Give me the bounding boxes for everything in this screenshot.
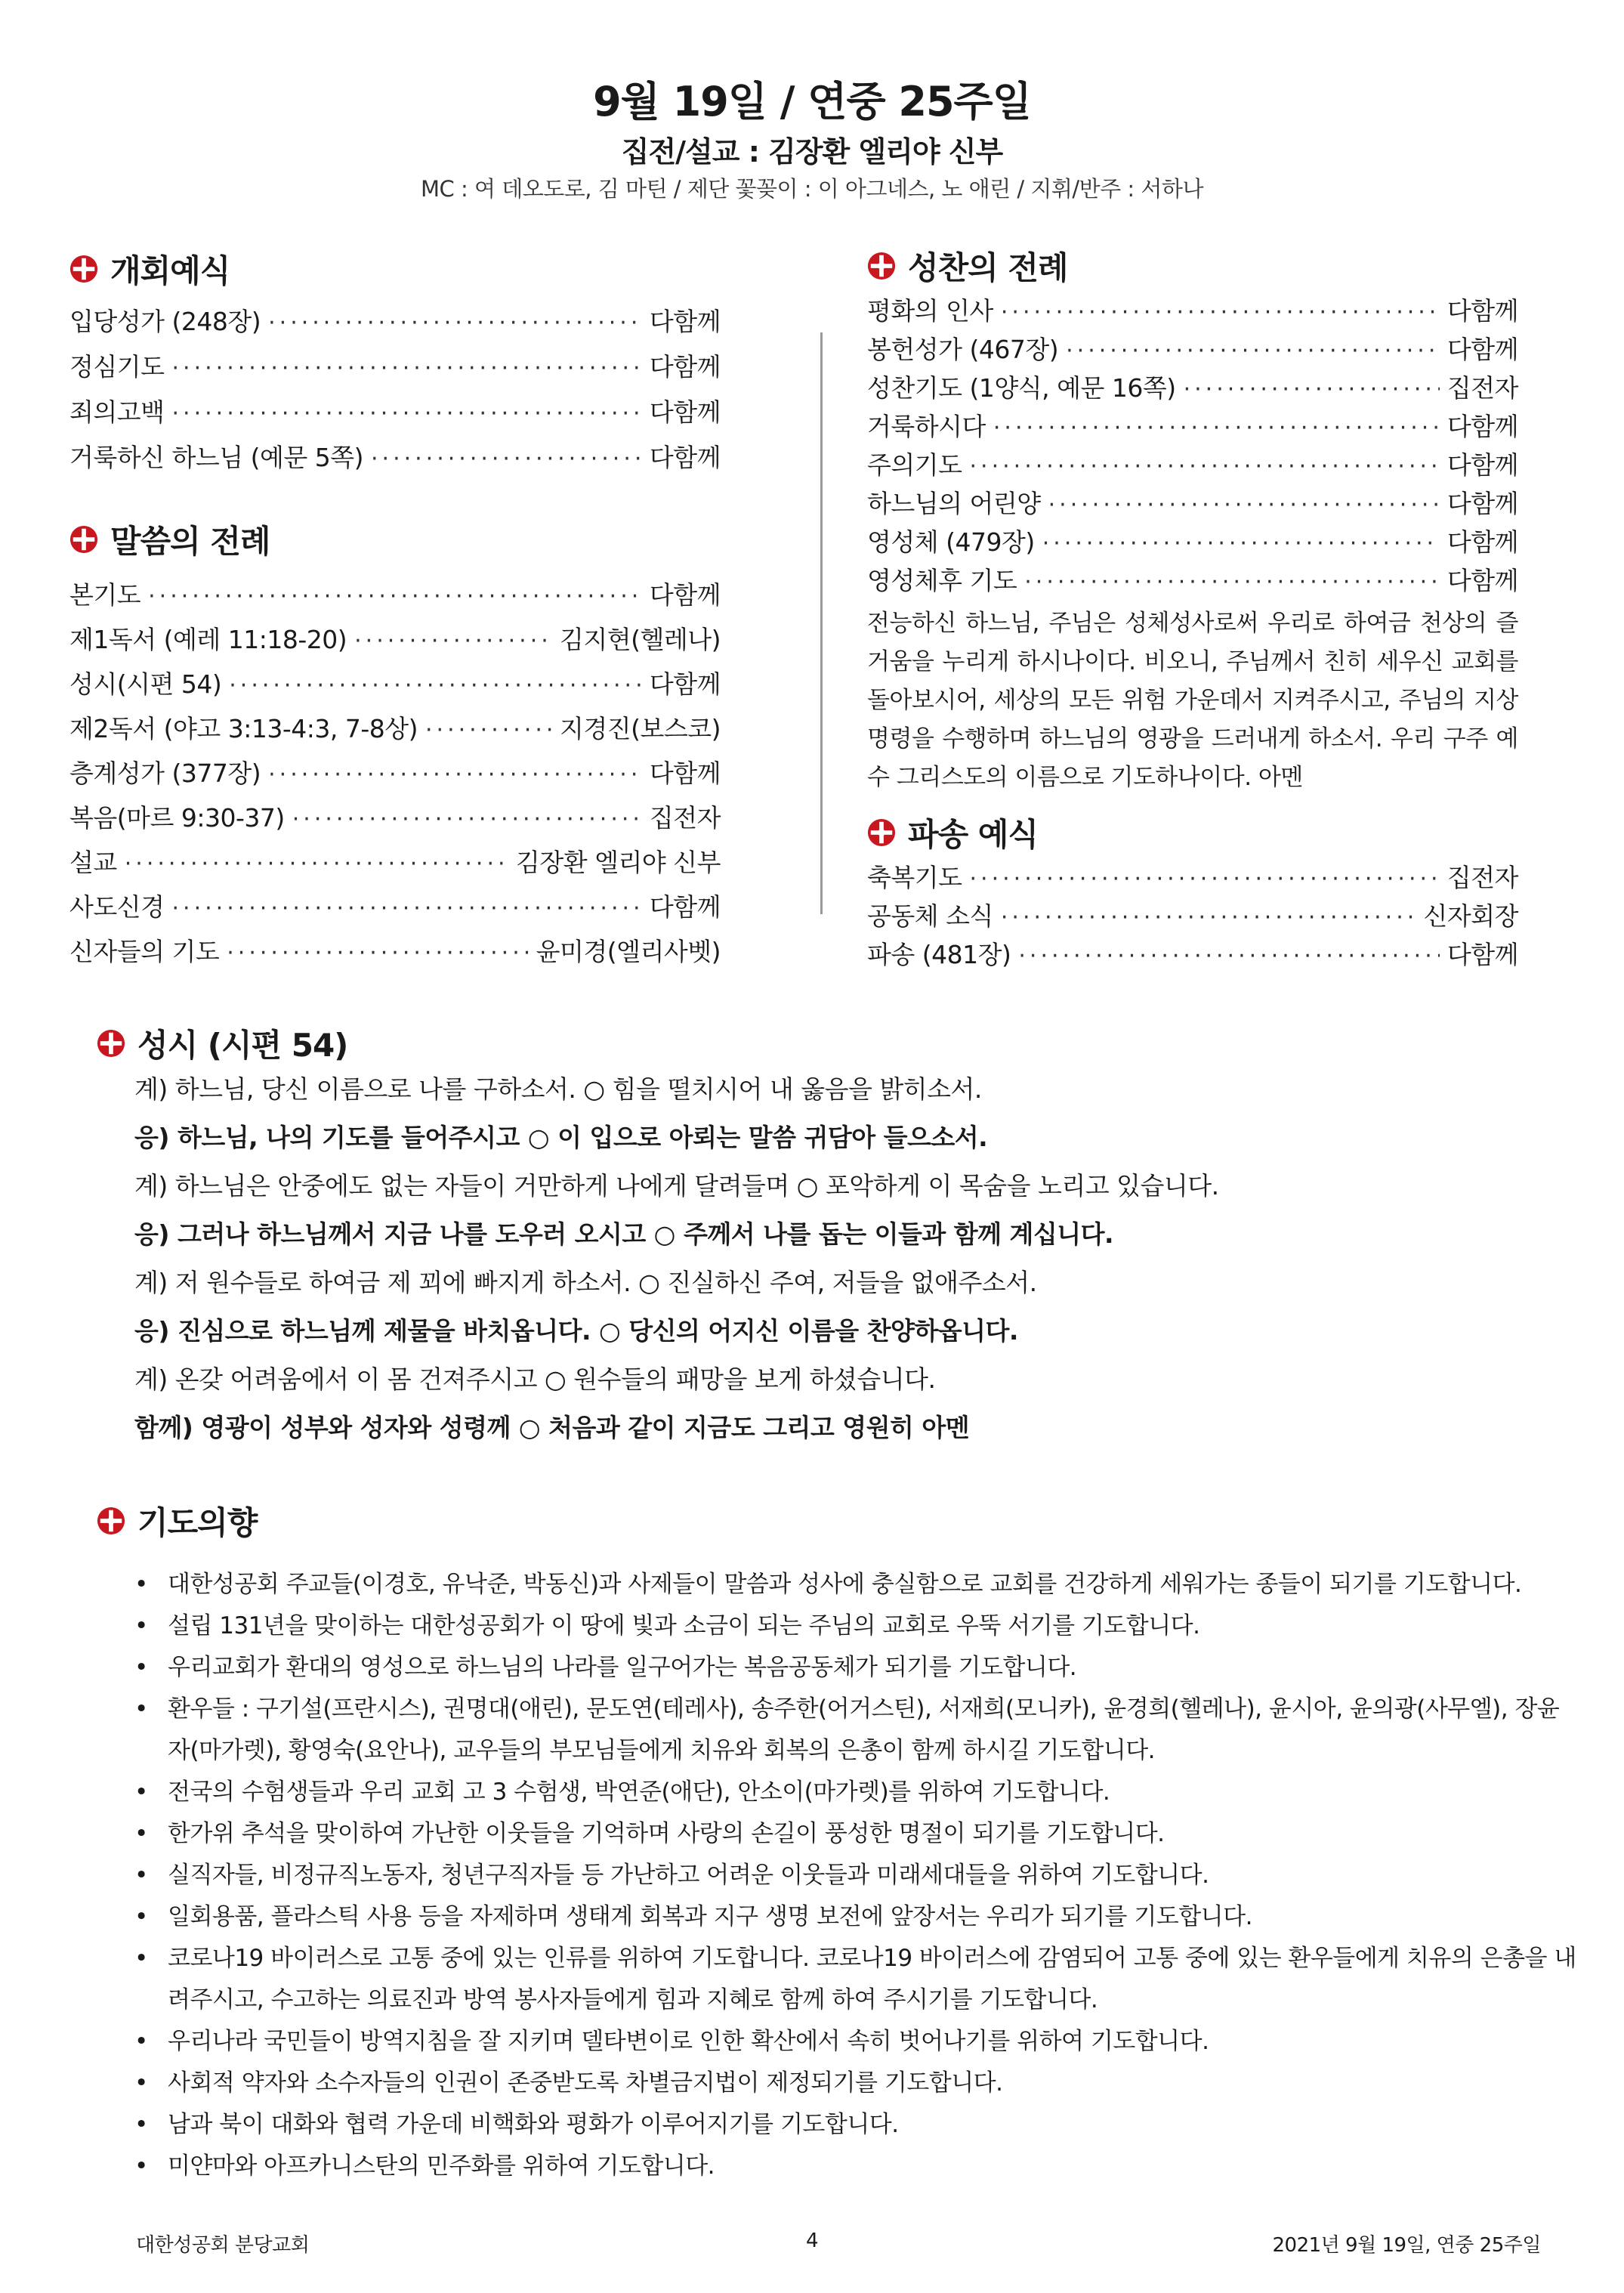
psalm-verse-response: 응) 하느님, 나의 기도를 들어주시고 ○ 이 입으로 아뢰는 말씀 귀담아 들으소서.	[134, 1123, 988, 1152]
leader-dots	[268, 310, 642, 336]
order-item	[867, 523, 1518, 561]
leader-dots	[172, 895, 642, 922]
cross-icon	[69, 255, 98, 283]
leader-dots	[1001, 904, 1416, 931]
order-item-role: 다함께	[1446, 335, 1518, 364]
intentions-list	[130, 1564, 1580, 2187]
order-item-label: 제1독서 (예레 11:18-20)	[69, 625, 347, 654]
order-item-label: 설교	[69, 848, 117, 877]
order-item-label: 성찬기도 (1양식, 예문 16쪽)	[867, 373, 1176, 403]
order-item	[867, 407, 1518, 446]
order-item-label: 정심기도	[69, 352, 165, 382]
order-item	[69, 888, 721, 932]
order-item-label: 신자들의 기도	[69, 937, 220, 966]
order-item	[69, 932, 721, 977]
psalm-verse-leader: 계) 하느님, 당신 이름으로 나를 구하소서. ○ 힘을 떨치시어 내 옳음을 밝히소서.	[134, 1074, 982, 1104]
leader-dots	[1184, 376, 1440, 403]
cross-icon	[69, 525, 98, 554]
leader-dots	[970, 453, 1440, 480]
leader-dots	[148, 583, 642, 610]
opening-list	[69, 302, 721, 484]
eucharist-list	[867, 292, 1518, 600]
order-item	[867, 935, 1518, 974]
order-item	[867, 484, 1518, 523]
order-item	[867, 446, 1518, 484]
leader-dots	[425, 717, 552, 743]
leader-dots	[1001, 299, 1440, 326]
order-item-role: 다함께	[1446, 489, 1518, 518]
leader-dots	[993, 415, 1440, 441]
psalm-verse-leader: 계) 온갖 어려움에서 이 몸 건져주시고 ○ 원수들의 패망을 보게 하셨습니다.	[134, 1364, 936, 1394]
order-item	[867, 858, 1518, 897]
order-item-role: 다함께	[1446, 940, 1518, 969]
intentions-section	[97, 1501, 1305, 1541]
order-item-label: 영성체후 기도	[867, 566, 1017, 595]
leader-dots	[354, 628, 552, 654]
order-item-role: 다함께	[649, 307, 721, 336]
order-item-label: 거룩하시다	[867, 412, 986, 441]
leader-dots	[371, 446, 642, 472]
leader-dots	[268, 762, 642, 788]
order-item-role: 다함께	[649, 352, 721, 382]
order-item-label: 공동체 소식	[867, 901, 993, 931]
order-item	[867, 330, 1518, 369]
order-item-role: 윤미경(엘리사벳)	[536, 937, 721, 966]
leader-dots	[172, 400, 642, 427]
section-heading: 개회예식	[69, 249, 721, 289]
order-item-label: 평화의 인사	[867, 296, 993, 326]
order-item-label: 본기도	[69, 580, 141, 610]
section-heading: 파송 예식	[867, 813, 1518, 852]
order-item	[867, 897, 1518, 935]
intention-item: • 전국의 수험생들과 우리 교회 고 3 수험생, 박연준(애단), 안소이(마가렛)를 위하여 기도합니다.	[130, 1772, 1580, 1813]
leader-dots	[1066, 338, 1440, 364]
intention-item: • 대한성공회 주교들(이경호, 유낙준, 박동신)과 사제들이 말씀과 성사에 충실함으로 교회를 건강하게 세워가는 종들이 되기를 기도합니다.	[130, 1564, 1580, 1605]
order-item-label: 제2독서 (야고 3:13-4:3, 7-8상)	[69, 714, 418, 743]
order-item-role: 신자회장	[1423, 901, 1518, 931]
leader-dots	[970, 866, 1440, 892]
psalm-verse-response: 응) 그러나 하느님께서 지금 나를 도우러 오시고 ○ 주께서 나를 돕는 이들과 함께 계십니다.	[134, 1219, 1113, 1249]
order-item-label: 주의기도	[867, 450, 962, 480]
order-item-label: 파송 (481장)	[867, 940, 1011, 969]
psalm-lines	[134, 1065, 1555, 1452]
order-item-role: 지경진(보스코)	[559, 714, 721, 743]
order-item-label: 복음(마르 9:30-37)	[69, 803, 285, 833]
intention-item: • 남과 북이 대화와 협력 가운데 비핵화와 평화가 이루어지기를 기도합니다.	[130, 2104, 1580, 2146]
order-item	[69, 843, 721, 888]
psalm-verse-leader: 계) 하느님은 안중에도 없는 자들이 거만하게 나에게 달려들며 ○ 포악하게 이 목숨을 노리고 있습니다.	[134, 1171, 1219, 1201]
order-item-role: 다함께	[649, 669, 721, 699]
page-number: 4	[805, 2230, 819, 2252]
leader-dots	[1048, 492, 1440, 518]
section-heading: 성찬의 전례	[867, 246, 1518, 286]
dismissal-list	[867, 858, 1518, 974]
order-item	[867, 292, 1518, 330]
order-item	[69, 665, 721, 709]
order-item	[69, 348, 721, 393]
opening-section	[69, 249, 721, 289]
order-item-label: 영성체 (479장)	[867, 527, 1035, 557]
order-item-label: 입당성가 (248장)	[69, 307, 261, 336]
order-item-role: 다함께	[1446, 527, 1518, 557]
order-item-label: 축복기도	[867, 863, 962, 892]
order-item-role: 집전자	[649, 803, 721, 833]
order-item-role: 김지현(헬레나)	[559, 625, 721, 654]
page-title: 9월 19일 / 연중 25주일	[593, 78, 1031, 125]
cross-icon	[97, 1507, 125, 1535]
order-item	[69, 576, 721, 620]
order-item	[69, 754, 721, 799]
footer-date: 2021년 9월 19일, 연중 25주일	[1272, 2234, 1541, 2257]
psalm-verse-leader: 계) 저 원수들로 하여금 제 꾀에 빠지게 하소서. ○ 진실하신 주여, 저들을 없애주소서.	[134, 1268, 1037, 1297]
intention-item: • 우리나라 국민들이 방역지침을 잘 지키며 델타변이로 인한 확산에서 속히 벗어나기를 위하여 기도합니다.	[130, 2021, 1580, 2063]
post-communion-prayer: 전능하신 하느님, 주님은 성체성사로써 우리로 하여금 천상의 즐거움을 누리게 하시나이다. 비오니, 주님께서 친히 세우신 교회를 돌아보시어, 세상의 모든 위험 가운데서 지켜주시고, 주님의 지상명령을 수행하며 하느님의 영광을 드러내게 하소서. 우리 구주 예수 그리스도의 이름으로 기도하나이다. 아멘	[867, 610, 1518, 791]
order-item-role: 다함께	[1446, 296, 1518, 326]
intention-item: • 사회적 약자와 소수자들의 인권이 존중받도록 차별금지법이 제정되기를 기도합니다.	[130, 2063, 1580, 2104]
intention-item: • 미얀마와 아프카니스탄의 민주화를 위하여 기도합니다.	[130, 2146, 1580, 2187]
psalm-section	[97, 1024, 1305, 1063]
order-item-label: 죄의고백	[69, 397, 165, 427]
order-item-label: 봉헌성가 (467장)	[867, 335, 1059, 364]
order-item-role: 다함께	[1446, 566, 1518, 595]
celebrant-line: 집전/설교 : 김장환 엘리야 신부	[621, 135, 1003, 168]
order-item	[69, 438, 721, 484]
order-item	[867, 561, 1518, 600]
order-item-role: 다함께	[649, 443, 721, 472]
intention-item: • 우리교회가 환대의 영성으로 하느님의 나라를 일구어가는 복음공동체가 되기를 기도합니다.	[130, 1647, 1580, 1689]
psalm-verse-response: 응) 진심으로 하느님께 제물을 바치옵니다. ○ 당신의 어지신 이름을 찬양하옵니다.	[134, 1316, 1018, 1346]
word-section	[69, 520, 721, 559]
intention-item: • 코로나19 바이러스로 고통 중에 있는 인류를 위하여 기도합니다. 코로나19 바이러스에 감염되어 고통 중에 있는 환우들에게 치유의 은총을 내려주시고, 수고하는 의료진과 방역 봉사자들에게 힘과 지혜로 함께 하여 주시기를 기도합니다.	[130, 1938, 1580, 2021]
word-list	[69, 576, 721, 977]
order-item-label: 성시(시편 54)	[69, 669, 222, 699]
order-item-role: 다함께	[649, 759, 721, 788]
credits-line: MC : 여 데오도로, 김 마틴 / 제단 꽃꽂이 : 이 아그네스, 노 애린 / 지휘/반주 : 서하나	[421, 176, 1203, 202]
leader-dots	[1042, 530, 1440, 557]
section-heading: 말씀의 전례	[69, 520, 721, 559]
order-item-label: 사도신경	[69, 892, 165, 922]
leader-dots	[172, 355, 642, 382]
intention-item: • 한가위 추석을 맞이하여 가난한 이웃들을 기억하며 사랑의 손길이 풍성한 명절이 되기를 기도합니다.	[130, 1813, 1580, 1855]
cross-icon	[867, 252, 896, 280]
intention-item: • 실직자들, 비정규직노동자, 청년구직자들 등 가난하고 어려운 이웃들과 미래세대들을 위하여 기도합니다.	[130, 1855, 1580, 1896]
section-heading: 기도의향	[97, 1501, 1305, 1541]
order-item-label: 층계성가 (377장)	[69, 759, 261, 788]
order-item-role: 집전자	[1446, 373, 1518, 403]
leader-dots	[292, 806, 642, 833]
eucharist-section	[867, 246, 1518, 286]
order-item-role: 다함께	[649, 580, 721, 610]
order-item-role: 다함께	[649, 892, 721, 922]
leader-dots	[125, 851, 508, 877]
footer-church: 대한성공회 분당교회	[136, 2234, 310, 2257]
order-item	[69, 709, 721, 754]
order-item	[69, 302, 721, 348]
section-heading: 성시 (시편 54)	[97, 1024, 1305, 1063]
order-item-role: 다함께	[1446, 412, 1518, 441]
order-item-role: 다함께	[1446, 450, 1518, 480]
order-item-label: 하느님의 어린양	[867, 489, 1041, 518]
order-item-label: 거룩하신 하느님 (예문 5쪽)	[69, 443, 363, 472]
order-item-role: 집전자	[1446, 863, 1518, 892]
order-item	[69, 620, 721, 665]
order-item-role: 다함께	[649, 397, 721, 427]
intention-item: • 일회용품, 플라스틱 사용 등을 자제하며 생태계 회복과 지구 생명 보전에 앞장서는 우리가 되기를 기도합니다.	[130, 1896, 1580, 1938]
column-divider	[820, 332, 823, 914]
order-item	[867, 369, 1518, 407]
cross-icon	[867, 818, 896, 847]
dismissal-section	[867, 813, 1518, 852]
order-item	[69, 799, 721, 843]
order-item-role: 김장환 엘리야 신부	[515, 848, 721, 877]
cross-icon	[97, 1029, 125, 1058]
leader-dots	[229, 672, 642, 699]
order-item	[69, 393, 721, 438]
leader-dots	[227, 940, 528, 966]
leader-dots	[1024, 569, 1440, 595]
leader-dots	[1018, 943, 1439, 969]
intention-item: • 설립 131년을 맞이하는 대한성공회가 이 땅에 빛과 소금이 되는 주님의 교회로 우뚝 서기를 기도합니다.	[130, 1605, 1580, 1647]
psalm-verse-response: 함께) 영광이 성부와 성자와 성령께 ○ 처음과 같이 지금도 그리고 영원히 아멘	[134, 1413, 970, 1442]
intention-item: • 환우들 : 구기설(프란시스), 권명대(애린), 문도연(테레사), 송주한(어거스틴), 서재희(모니카), 윤경희(헬레나), 윤시아, 윤의광(사무엘), 장윤자(마가렛), 황영숙(요안나), 교우들의 부모님들에게 치유와 회복의 은총이 함께 하시길 기도합니다.	[130, 1689, 1580, 1772]
